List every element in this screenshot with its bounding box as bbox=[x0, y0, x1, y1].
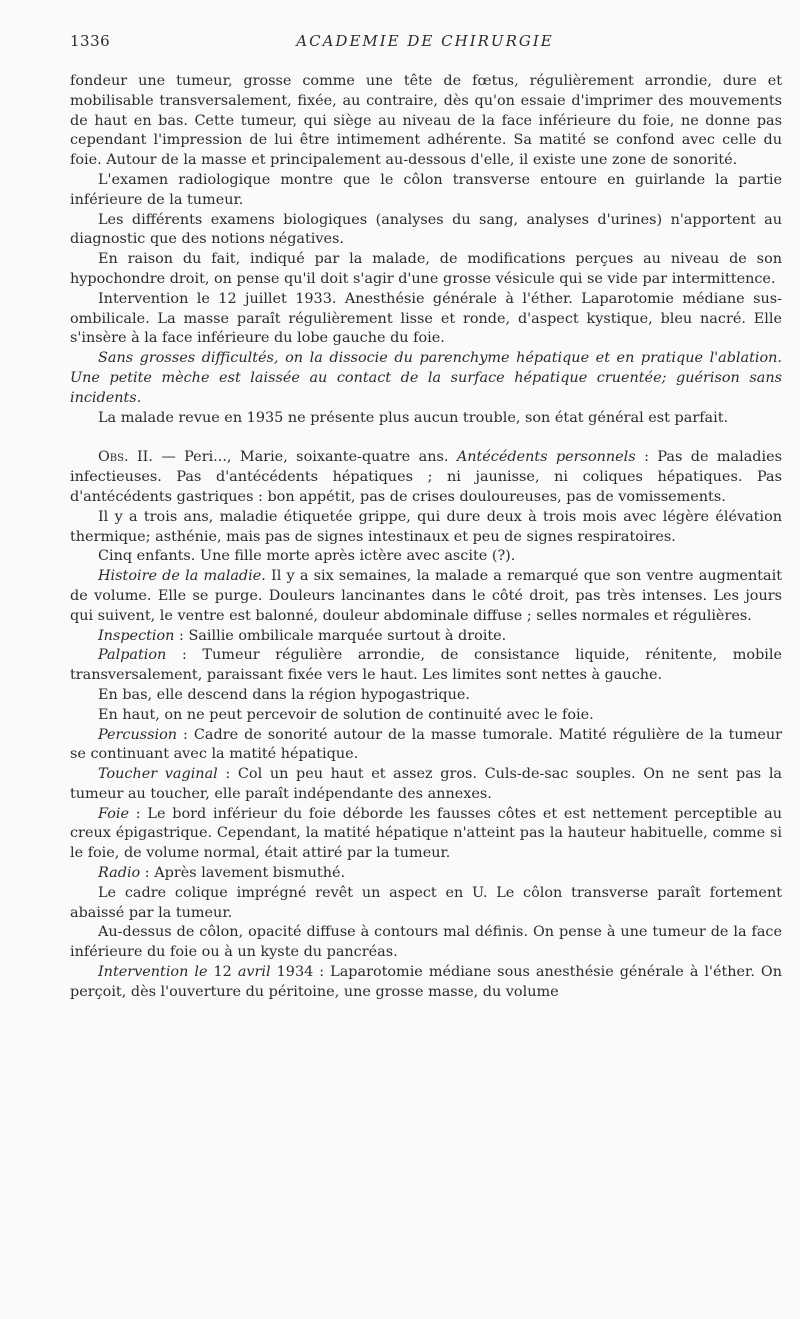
paragraph bbox=[70, 349, 782, 408]
paragraph-text: : Saillie ombilicale marquée surtout à droite. bbox=[174, 627, 507, 644]
paragraph bbox=[70, 72, 782, 171]
paragraph-text: Le cadre colique imprégné revêt un aspect en U. Le côlon transverse paraît fortement abaissé par la tumeur. bbox=[70, 884, 782, 921]
paragraph-text: : Col un peu haut et assez gros. Culs-de-sac souples. On ne sent pas la tumeur au toucher, elle paraît indépendante des annexes. bbox=[70, 766, 782, 802]
paragraph-text: 12 bbox=[207, 964, 238, 981]
paragraph-text: : Le bord inférieur du foie déborde les fausses côtes et est nettement perceptible au creux épigastrique. Cependant, la matité hépatique n'atteint pas la hauteur habituelle, comme si le foie, de volume normal, était attiré par la tumeur. bbox=[70, 805, 782, 862]
paragraph-text: En bas, elle descend dans la région hypogastrique. bbox=[98, 686, 471, 703]
paragraph bbox=[70, 706, 782, 726]
paragraph-text: Il y a trois ans, maladie étiquetée grippe, qui dure deux à trois mois avec légère élévation thermique; asthénie, mais pas de signes intestinaux et peu de signes respiratoires. bbox=[70, 508, 782, 545]
paragraph-text: : Après lavement bismuthé. bbox=[140, 865, 346, 882]
paragraph bbox=[70, 171, 782, 211]
paragraph-text: Les différents examens biologiques (analyses du sang, analyses d'urines) n'apportent au diagnostic que des notions négatives. bbox=[70, 211, 782, 248]
observation-heading-paragraph bbox=[70, 448, 782, 507]
paragraph bbox=[70, 646, 782, 686]
section-lead: Toucher vaginal bbox=[98, 766, 218, 783]
paragraph-text: : Tumeur régulière arrondie, de consistance liquide, rénitente, mobile transversalement, paraissant fixée vers le haut. Les limites sont nettes à gauche. bbox=[70, 647, 782, 684]
observation-label: Obs. II. bbox=[98, 449, 153, 466]
paragraph bbox=[70, 547, 782, 567]
paragraph bbox=[70, 726, 782, 766]
paragraph-text: Intervention le 12 juillet 1933. Anesthésie générale à l'éther. Laparotomie médiane sus-ombilicale. La masse paraît régulièrement lisse et ronde, d'aspect kystique, bleu nacré. Elle s'insère à la face inférieure du lobe gauche du foie. bbox=[70, 290, 782, 347]
section-lead: Inspection bbox=[98, 627, 175, 644]
paragraph-text: L'examen radiologique montre que le côlon transverse entoure en guirlande la partie inférieure de la tumeur. bbox=[70, 171, 782, 208]
paragraph-text: : Cadre de sonorité autour de la masse tumorale. Matité régulière de la tumeur se continuant avec la matité hépatique. bbox=[70, 726, 782, 763]
paragraph bbox=[70, 409, 782, 429]
section-lead: Percussion bbox=[98, 726, 178, 743]
paragraph-text: Cinq enfants. Une fille morte après ictère avec ascite (?). bbox=[98, 548, 516, 565]
paragraph bbox=[70, 290, 782, 349]
paragraph-text: La malade revue en 1935 ne présente plus aucun trouble, son état général est parfait. bbox=[98, 409, 729, 426]
paragraph bbox=[70, 211, 782, 251]
paragraph-text: fondeur une tumeur, grosse comme une tête de fœtus, régulièrement arrondie, dure et mobilisable transversalement, fixée, au contraire, dès qu'on essaie d'imprimer des mouvements de haut en bas. Cette tumeur, qui siège au niveau de la face inférieure du foie, ne donne pas cependant l'impression de lui être intimement adhérente. Sa matité se confond avec celle du foie. Autour de la masse et principalement au-dessous d'elle, il existe une zone de sonorité. bbox=[70, 73, 782, 169]
paragraph-text: : Pas de maladies infectieuses. Pas d'antécédents hépatiques ; ni jaunisse, ni coliques hépatiques. Pas d'antécédents gastriques : bon appétit, pas de crises douloureuses, pas de vomissements. bbox=[70, 449, 782, 505]
paragraph bbox=[70, 923, 782, 963]
paragraph bbox=[70, 805, 782, 864]
section-lead: Palpation bbox=[98, 647, 167, 664]
running-title: ACADEMIE DE CHIRURGIE bbox=[296, 32, 554, 50]
paragraph-italic-text: Sans grosses difficultés, on la dissocie du parenchyme hépatique et en pratique l'ablation. Une petite mèche est laissée au contact de la surface hépatique cruentée; guérison sans incidents. bbox=[70, 350, 782, 406]
paragraph-text: Il y a six semaines, la malade a remarqué que son ventre augmentait de volume. Elle se purge. Douleurs lancinantes dans le côté droit, pas très intenses. Les jours qui suivent, le ventre est balonné, douleur abdominale diffuse ; selles normales et régulières. bbox=[70, 568, 783, 624]
section-lead: Intervention le bbox=[98, 964, 208, 981]
paragraph bbox=[70, 508, 782, 548]
paragraph bbox=[70, 884, 782, 924]
section-lead: Foie bbox=[98, 805, 129, 822]
paragraph bbox=[70, 686, 782, 706]
paragraph bbox=[70, 627, 782, 647]
body-text bbox=[70, 72, 782, 1003]
paragraph bbox=[70, 864, 782, 884]
paragraph bbox=[70, 250, 782, 290]
page-number: 1336 bbox=[70, 32, 111, 50]
paragraph bbox=[70, 765, 782, 805]
page-header bbox=[70, 32, 780, 54]
section-lead: Radio bbox=[98, 865, 141, 882]
paragraph-text: 1934 : Laparotomie médiane sous anesthésie générale à l'éther. On perçoit, dès l'ouverture du péritoine, une grosse masse, du volume bbox=[70, 964, 783, 1000]
section-lead: Antécédents personnels bbox=[456, 449, 636, 466]
section-lead: Histoire de la maladie. bbox=[98, 568, 266, 585]
paragraph-text: Au-dessus de côlon, opacité diffuse à contours mal définis. On pense à une tumeur de la face inférieure du foie ou à un kyste du pancréas. bbox=[70, 924, 782, 961]
section-lead: avril bbox=[237, 964, 271, 981]
paragraph-text: — Peri..., Marie, soixante-quatre ans. bbox=[152, 449, 457, 466]
paragraph-text: En haut, on ne peut percevoir de solution de continuité avec le foie. bbox=[98, 706, 594, 723]
paragraph bbox=[70, 567, 782, 626]
paragraph-text: En raison du fait, indiqué par la malade, de modifications perçues au niveau de son hypochondre droit, on pense qu'il doit s'agir d'une grosse vésicule qui se vide par intermittence. bbox=[70, 251, 782, 287]
paragraph bbox=[70, 963, 782, 1003]
